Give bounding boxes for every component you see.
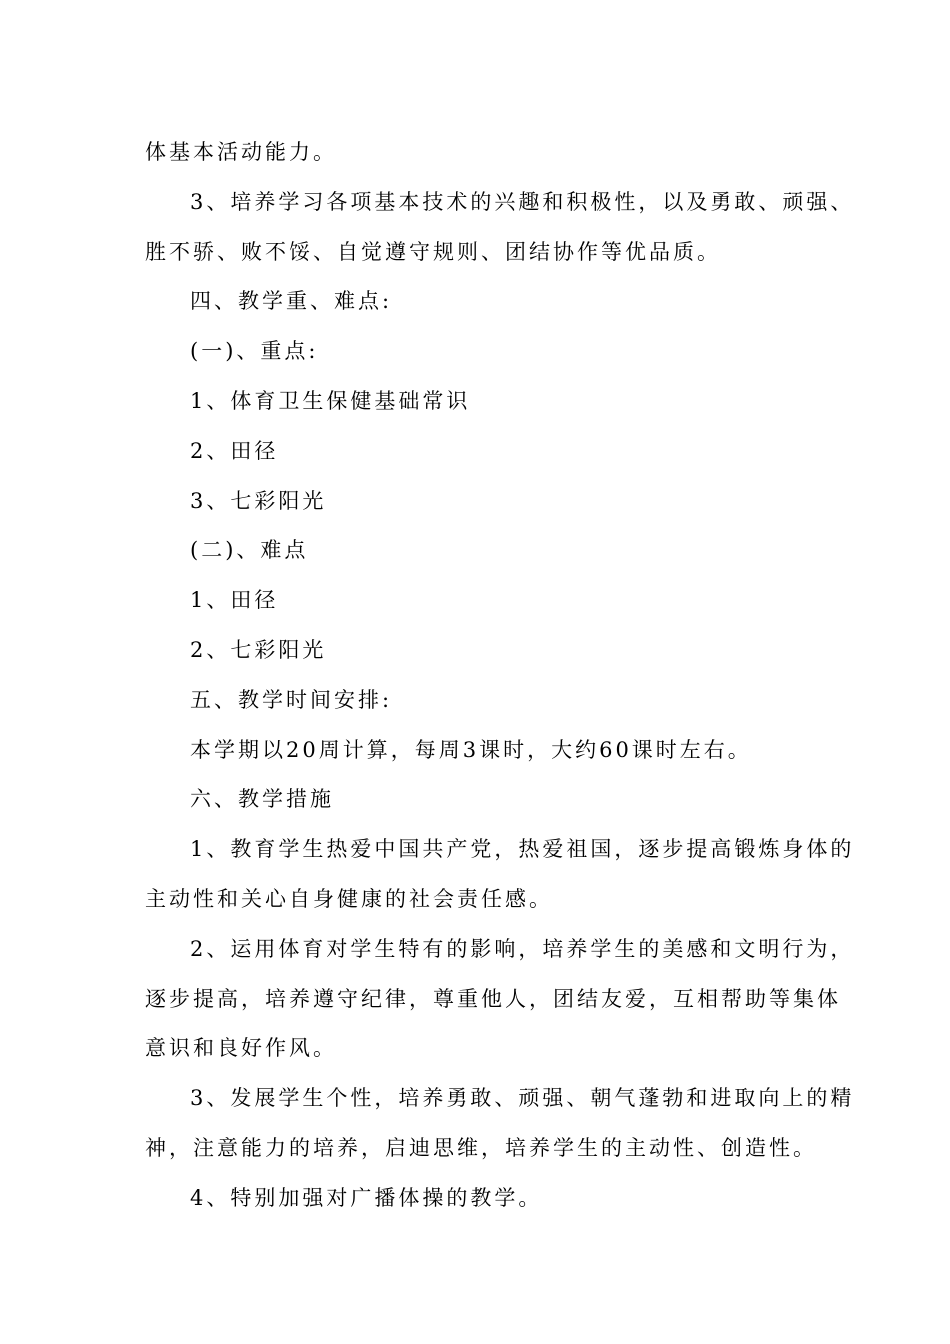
list-item: 3、七彩阳光 <box>190 488 327 513</box>
text-line: 2、运用体育对学生特有的影响，培养学生的美感和文明行为， <box>190 936 855 961</box>
text-line: 体基本活动能力。 <box>145 140 337 164</box>
list-item: 2、田径 <box>190 438 279 463</box>
text-line: 3、发展学生个性，培养勇敢、顽强、朝气蓬勃和进取向上的精 <box>190 1086 855 1111</box>
text-line: 本学期以20周计算，每周3课时，大约60课时左右。 <box>190 737 752 762</box>
list-item: 1、田径 <box>190 588 279 613</box>
list-item: 2、七彩阳光 <box>190 637 327 662</box>
text-line: 逐步提高，培养遵守纪律，尊重他人，团结友爱，互相帮助等集体 <box>145 986 841 1011</box>
section-heading: 四、教学重、难点: <box>190 289 393 314</box>
text-line: 胜不骄、败不馁、自觉遵守规则、团结协作等优品质。 <box>145 239 721 264</box>
subsection-heading: (一)、重点: <box>190 339 319 364</box>
text-line: 神，注意能力的培养，启迪思维，培养学生的主动性、创造性。 <box>145 1135 817 1160</box>
section-heading: 六、教学措施 <box>190 787 334 812</box>
section-heading: 五、教学时间安排: <box>190 687 393 712</box>
subsection-heading: (二)、难点 <box>190 538 309 563</box>
text-line: 意识和良好作风。 <box>145 1036 337 1061</box>
text-line: 3、培养学习各项基本技术的兴趣和积极性，以及勇敢、顽强、 <box>190 189 855 214</box>
text-line: 4、特别加强对广播体操的教学。 <box>190 1185 543 1210</box>
text-line: 主动性和关心自身健康的社会责任感。 <box>145 886 553 911</box>
document-body <box>145 128 855 1224</box>
text-line: 1、教育学生热爱中国共产党，热爱祖国，逐步提高锻炼身体的 <box>190 837 855 862</box>
list-item: 1、体育卫生保健基础常识 <box>190 388 471 413</box>
